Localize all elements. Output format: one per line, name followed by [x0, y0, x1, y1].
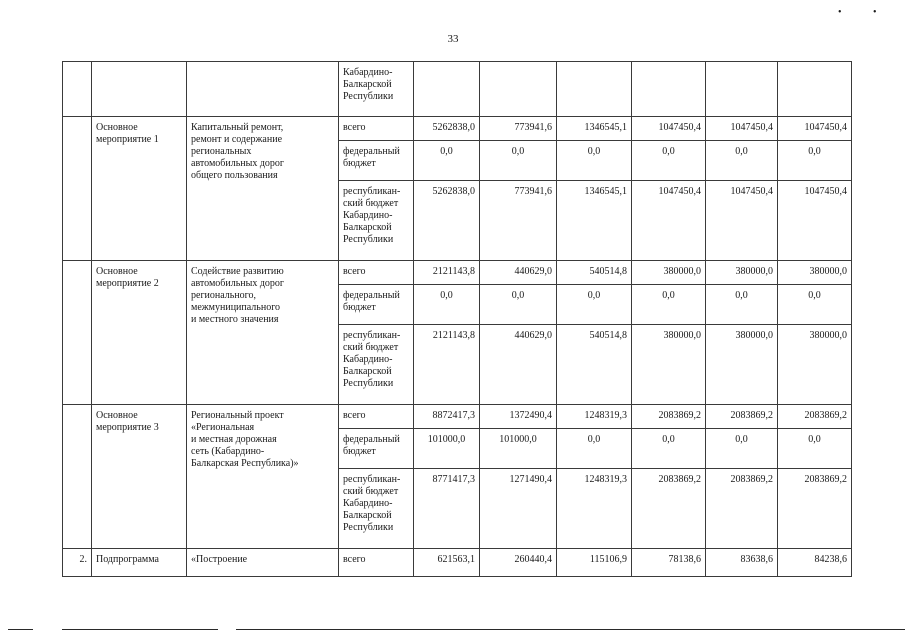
- table-row: [63, 117, 852, 141]
- value-cell: 2083869,2: [778, 405, 852, 429]
- funding-source-cell: федеральный бюджет: [339, 285, 414, 325]
- table-row: [63, 261, 852, 285]
- index-cell: [63, 261, 92, 405]
- funding-source-cell: федеральный бюджет: [339, 429, 414, 469]
- value-cell: 2083869,2: [778, 469, 852, 549]
- value-cell: [778, 62, 852, 117]
- funding-source-cell: всего: [339, 549, 414, 577]
- value-cell: 78138,6: [632, 549, 706, 577]
- value-cell: 5262838,0: [414, 181, 480, 261]
- value-cell: [632, 62, 706, 117]
- description-cell: [187, 62, 339, 117]
- value-cell: 1047450,4: [778, 117, 852, 141]
- page-number: 33: [447, 33, 459, 45]
- value-cell: 440629,0: [480, 261, 557, 285]
- index-cell: [63, 405, 92, 549]
- table-row: [63, 405, 852, 429]
- scan-dot: •: [873, 7, 877, 18]
- value-cell: [557, 62, 632, 117]
- value-cell: 8872417,3: [414, 405, 480, 429]
- value-cell: 260440,4: [480, 549, 557, 577]
- value-cell: 0,0: [778, 141, 852, 181]
- value-cell: [706, 62, 778, 117]
- value-cell: 0,0: [480, 141, 557, 181]
- value-cell: 5262838,0: [414, 117, 480, 141]
- value-cell: 1047450,4: [632, 117, 706, 141]
- value-cell: 0,0: [706, 429, 778, 469]
- value-cell: 1271490,4: [480, 469, 557, 549]
- value-cell: 8771417,3: [414, 469, 480, 549]
- value-cell: 115106,9: [557, 549, 632, 577]
- subprogram-name-cell: Подпрограмма: [92, 549, 187, 577]
- measure-name-cell: Основное мероприятие 3: [92, 405, 187, 549]
- name-cell: [92, 62, 187, 117]
- value-cell: 2083869,2: [632, 469, 706, 549]
- value-cell: 540514,8: [557, 325, 632, 405]
- value-cell: 0,0: [557, 141, 632, 181]
- value-cell: 2083869,2: [706, 469, 778, 549]
- measure-description-cell: Региональный проект «Региональная и местная дорожная сеть (Кабардино- Балкарская Республика)»: [187, 405, 339, 549]
- value-cell: 2121143,8: [414, 325, 480, 405]
- value-cell: 2083869,2: [632, 405, 706, 429]
- value-cell: 1346545,1: [557, 117, 632, 141]
- value-cell: 101000,0: [480, 429, 557, 469]
- footer-line: [62, 629, 218, 630]
- measure-description-cell: Содействие развитию автомобильных дорог регионального, межмуниципального и местного значения: [187, 261, 339, 405]
- funding-source-cell: всего: [339, 405, 414, 429]
- value-cell: 380000,0: [778, 261, 852, 285]
- value-cell: 0,0: [778, 285, 852, 325]
- value-cell: [480, 62, 557, 117]
- value-cell: 773941,6: [480, 117, 557, 141]
- continuation-row: [63, 62, 852, 117]
- value-cell: 380000,0: [706, 261, 778, 285]
- value-cell: 1372490,4: [480, 405, 557, 429]
- value-cell: 380000,0: [632, 325, 706, 405]
- value-cell: 2083869,2: [706, 405, 778, 429]
- value-cell: 1346545,1: [557, 181, 632, 261]
- value-cell: 0,0: [632, 285, 706, 325]
- value-cell: 1248319,3: [557, 405, 632, 429]
- value-cell: 773941,6: [480, 181, 557, 261]
- value-cell: 0,0: [557, 285, 632, 325]
- value-cell: 380000,0: [632, 261, 706, 285]
- budget-table: [62, 61, 852, 577]
- scan-dot: •: [838, 7, 842, 18]
- measure-name-cell: Основное мероприятие 1: [92, 117, 187, 261]
- subprogram-description-cell: «Построение: [187, 549, 339, 577]
- value-cell: 1047450,4: [778, 181, 852, 261]
- value-cell: 0,0: [414, 285, 480, 325]
- value-cell: 0,0: [706, 141, 778, 181]
- source-cell: Кабардино- Балкарской Республики: [339, 62, 414, 117]
- value-cell: 83638,6: [706, 549, 778, 577]
- value-cell: 0,0: [706, 285, 778, 325]
- value-cell: 621563,1: [414, 549, 480, 577]
- index-cell: [63, 62, 92, 117]
- value-cell: 84238,6: [778, 549, 852, 577]
- value-cell: 1047450,4: [706, 117, 778, 141]
- funding-source-cell: всего: [339, 261, 414, 285]
- funding-source-cell: всего: [339, 117, 414, 141]
- value-cell: 101000,0: [414, 429, 480, 469]
- value-cell: 380000,0: [706, 325, 778, 405]
- value-cell: 0,0: [414, 141, 480, 181]
- value-cell: 2121143,8: [414, 261, 480, 285]
- funding-source-cell: республикан- ский бюджет Кабардино- Балкарской Республики: [339, 325, 414, 405]
- footer-line: [236, 629, 905, 630]
- value-cell: 0,0: [778, 429, 852, 469]
- value-cell: 440629,0: [480, 325, 557, 405]
- value-cell: 0,0: [480, 285, 557, 325]
- value-cell: 0,0: [632, 141, 706, 181]
- measure-description-cell: Капитальный ремонт, ремонт и содержание региональных автомобильных дорог общего пользования: [187, 117, 339, 261]
- value-cell: 1047450,4: [706, 181, 778, 261]
- subprogram-row: [63, 549, 852, 577]
- value-cell: 1248319,3: [557, 469, 632, 549]
- funding-source-cell: республикан- ский бюджет Кабардино- Балкарской Республики: [339, 181, 414, 261]
- measure-name-cell: Основное мероприятие 2: [92, 261, 187, 405]
- funding-source-cell: федеральный бюджет: [339, 141, 414, 181]
- value-cell: 380000,0: [778, 325, 852, 405]
- value-cell: 540514,8: [557, 261, 632, 285]
- index-cell: 2.: [63, 549, 92, 577]
- index-cell: [63, 117, 92, 261]
- value-cell: 0,0: [557, 429, 632, 469]
- footer-line: [8, 629, 33, 630]
- value-cell: 0,0: [632, 429, 706, 469]
- value-cell: 1047450,4: [632, 181, 706, 261]
- value-cell: [414, 62, 480, 117]
- funding-source-cell: республикан- ский бюджет Кабардино- Балкарской Республики: [339, 469, 414, 549]
